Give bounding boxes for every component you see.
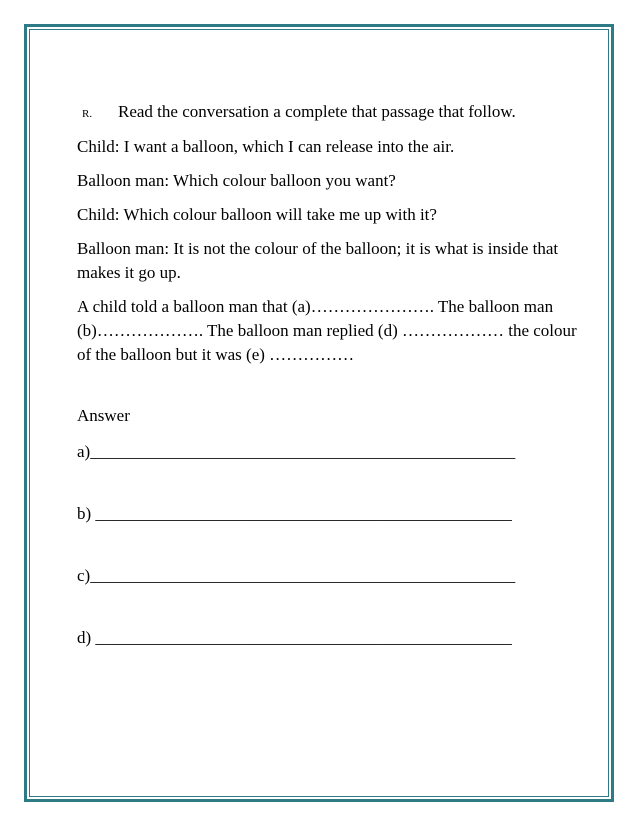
answer-blank[interactable]: _________________________________________________ xyxy=(95,504,512,523)
dialogue-line: Child: I want a balloon, which I can release into the air. xyxy=(77,137,455,156)
dialogue-line: Balloon man: It is not the colour of the balloon; it is what is inside that makes it go up. xyxy=(77,239,559,282)
answer-label: c) xyxy=(77,566,91,585)
answer-blank[interactable]: __________________________________________________ xyxy=(90,566,516,585)
dialogue-line: Child: Which colour balloon will take me up with it? xyxy=(77,205,437,224)
answer-blank[interactable]: _________________________________________________ xyxy=(95,628,512,647)
answer-label: d) xyxy=(77,628,96,647)
answer-line-c[interactable] xyxy=(77,564,577,588)
answer-heading: Answer xyxy=(77,406,130,425)
answer-label: b) xyxy=(77,504,96,523)
answer-line-a[interactable] xyxy=(77,440,577,464)
instruction-marker: R. xyxy=(82,108,93,120)
answer-line-b[interactable] xyxy=(77,502,577,526)
answer-label: a) xyxy=(77,442,91,461)
instruction xyxy=(77,100,577,126)
dialogue-line: Balloon man: Which colour balloon you want? xyxy=(77,171,396,190)
gap-fill-passage: A child told a balloon man that (a)…………………. The balloon man (b)………………. The balloon man replied (d) ……………… the colour of the balloon but it was (e) …………… xyxy=(77,297,577,364)
worksheet-content xyxy=(77,100,577,688)
instruction-text: Read the conversation a complete that passage that follow. xyxy=(118,102,516,121)
answer-blank[interactable]: __________________________________________________ xyxy=(90,442,516,461)
answer-line-d[interactable] xyxy=(77,626,577,650)
